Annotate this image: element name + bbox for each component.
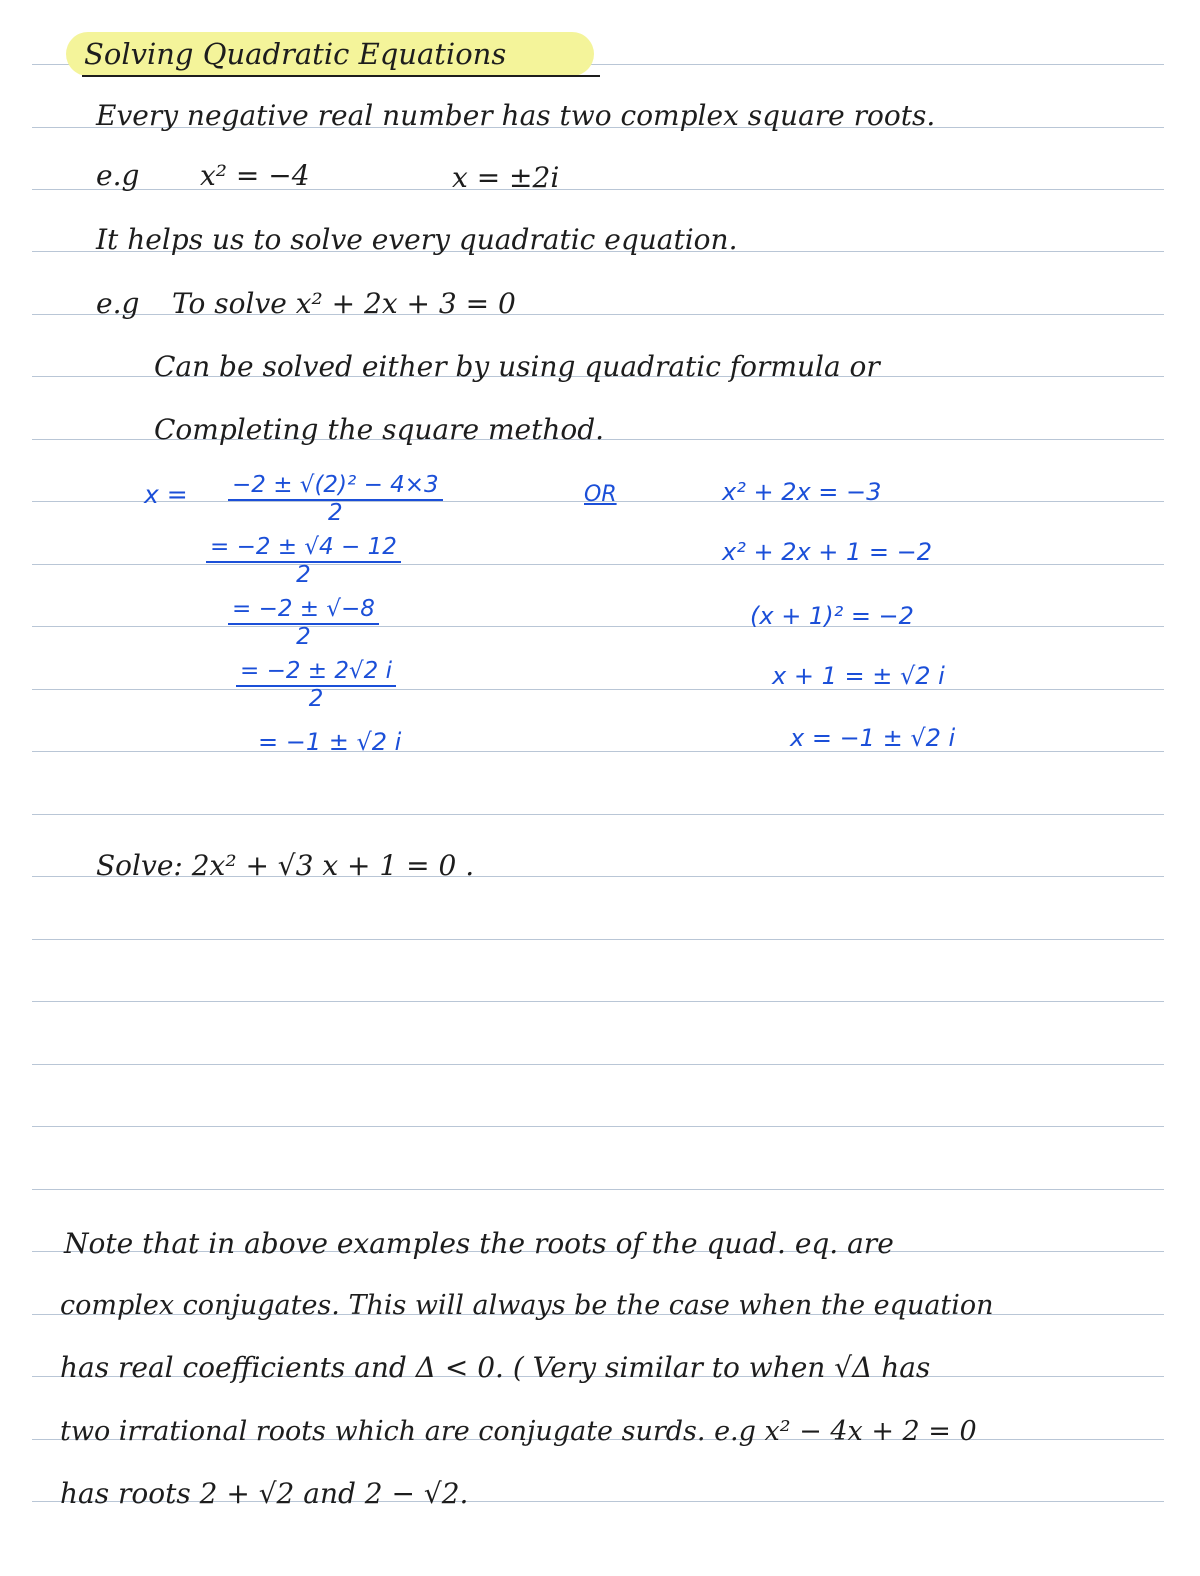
example-answer: x = ±2i	[452, 161, 560, 194]
square-step-4: x + 1 = ± √2 i	[772, 662, 945, 690]
intro-line-1: Every negative real number has two complex square roots.	[96, 99, 936, 132]
example-equation: x² = −4	[200, 159, 310, 192]
formula-step-3-numerator: = −2 ± √−8	[228, 598, 379, 625]
ruled-line	[32, 1064, 1164, 1065]
square-step-5: x = −1 ± √2 i	[790, 724, 956, 752]
note-line-4: two irrational roots which are conjugate surds. e.g x² − 4x + 2 = 0	[60, 1416, 977, 1447]
formula-step-2-denominator: 2	[296, 562, 311, 588]
formula-step-2-numerator: = −2 ± √4 − 12	[206, 536, 401, 563]
formula-step-3-denominator: 2	[296, 624, 311, 650]
square-step-2: x² + 2x + 1 = −2	[722, 538, 933, 566]
intro-line-2: It helps us to solve every quadratic equation.	[96, 223, 738, 256]
ruled-line	[32, 939, 1164, 940]
square-step-1: x² + 2x = −3	[722, 478, 882, 506]
formula-step-3	[228, 598, 379, 649]
formula-step-4-numerator: = −2 ± 2√2 i	[236, 660, 396, 687]
example-label: e.g	[96, 159, 140, 192]
formula-x-equals: x =	[144, 480, 188, 509]
ruled-line	[32, 1126, 1164, 1127]
note-line-1: Note that in above examples the roots of the quad. eq. are	[64, 1227, 894, 1260]
ruled-line	[32, 1001, 1164, 1002]
formula-step-1-numerator: −2 ± √(2)² − 4×3	[228, 474, 443, 501]
ruled-line	[32, 1189, 1164, 1190]
ruled-line	[32, 689, 1164, 690]
ruled-line	[32, 564, 1164, 565]
square-step-3: (x + 1)² = −2	[750, 602, 914, 630]
intro-line-4: Completing the square method.	[154, 413, 605, 446]
intro-line-3: Can be solved either by using quadratic formula or	[154, 350, 880, 383]
note-line-3: has real coefficients and Δ < 0. ( Very similar to when √Δ has	[60, 1351, 931, 1384]
note-line-2: complex conjugates. This will always be the case when the equation	[60, 1290, 994, 1321]
example-equation-2: To solve x² + 2x + 3 = 0	[172, 287, 516, 320]
ruled-line	[32, 814, 1164, 815]
formula-step-5: = −1 ± √2 i	[258, 728, 402, 756]
exercise-line: Solve: 2x² + √3 x + 1 = 0 .	[96, 849, 475, 882]
page-title: Solving Quadratic Equations	[84, 37, 507, 71]
formula-step-4	[236, 660, 396, 711]
or-label: OR	[584, 482, 617, 507]
title-underline	[82, 75, 600, 77]
ruled-line	[32, 751, 1164, 752]
ruled-line	[32, 626, 1164, 627]
note-line-5: has roots 2 + √2 and 2 − √2.	[60, 1477, 469, 1510]
formula-step-4-denominator: 2	[308, 686, 324, 712]
formula-step-1	[228, 474, 443, 525]
example-label-2: e.g	[96, 287, 140, 320]
formula-step-1-denominator: 2	[328, 500, 343, 526]
formula-step-2	[206, 536, 401, 587]
